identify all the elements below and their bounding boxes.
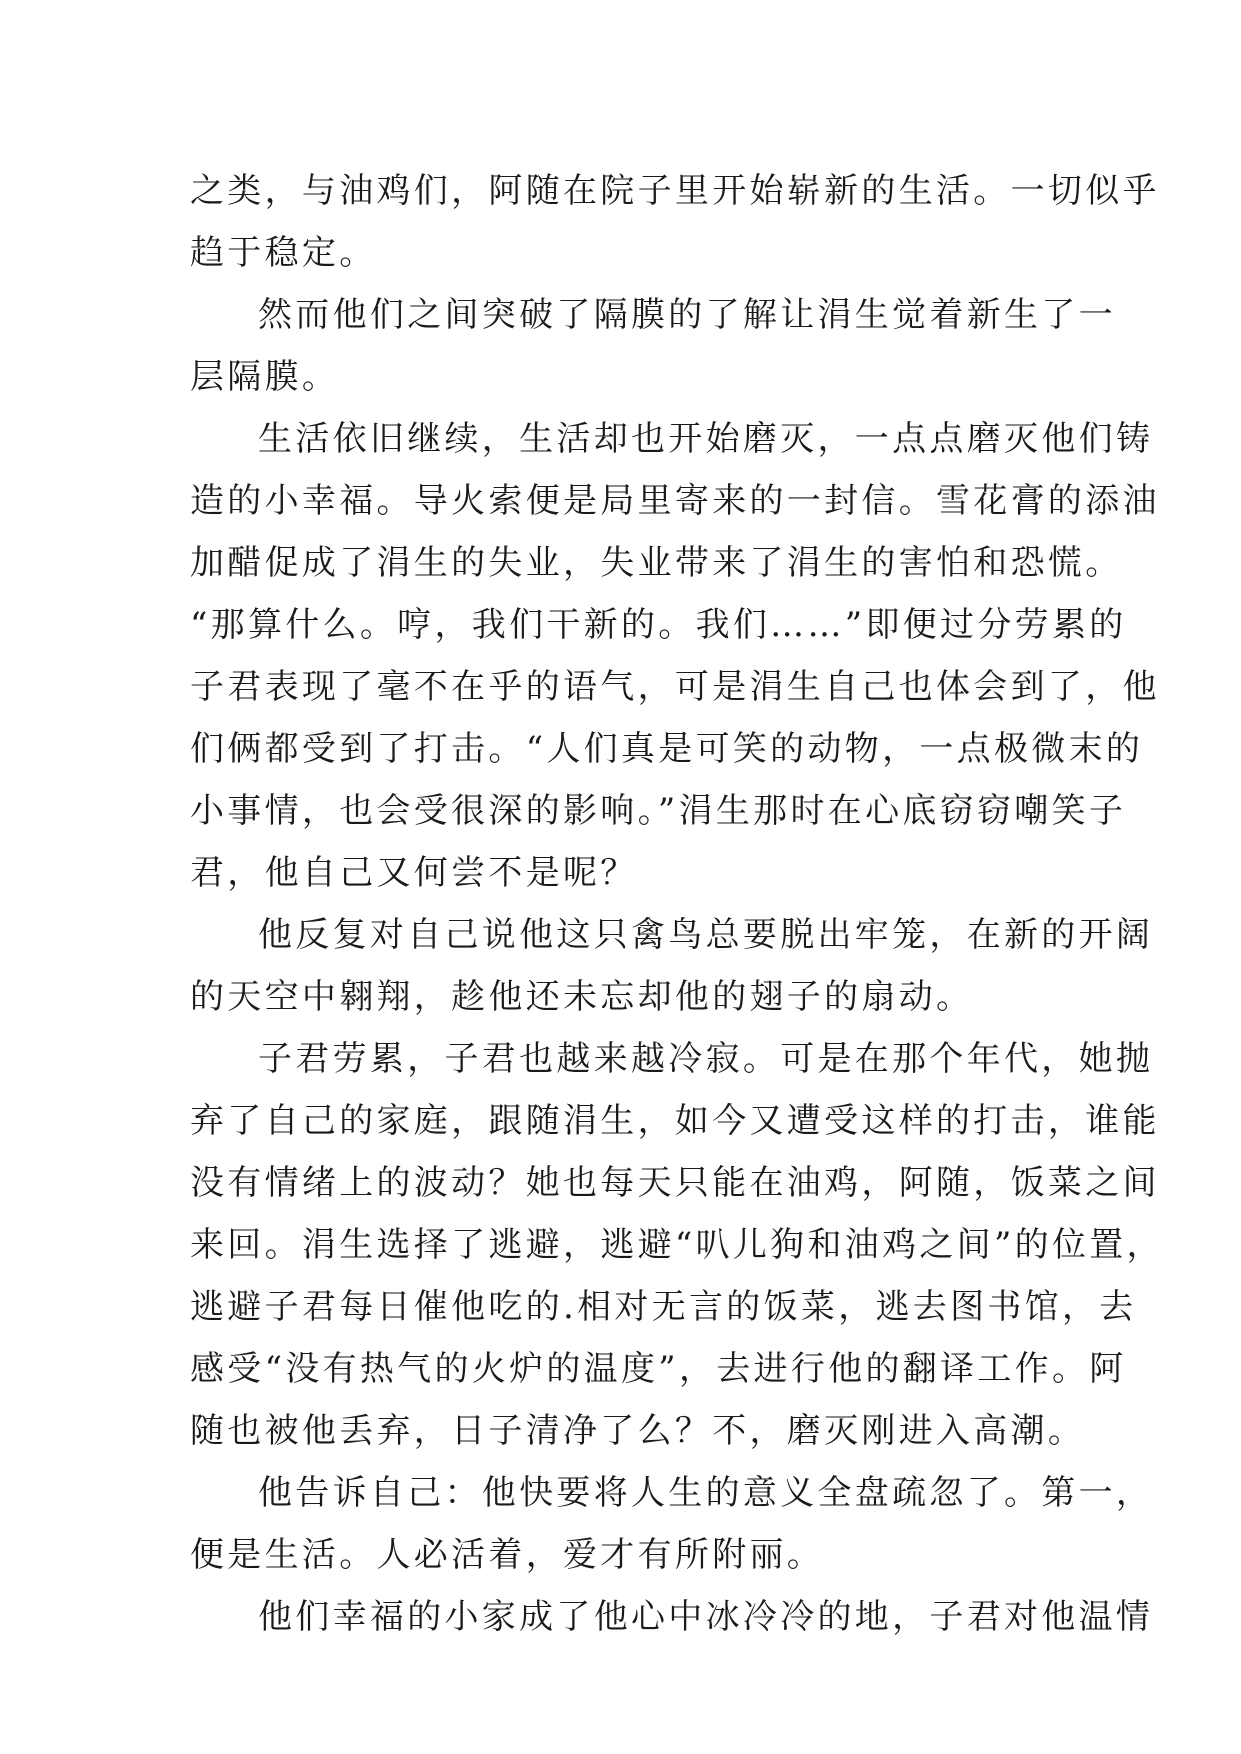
text-line: 君，他自己又何尝不是呢？ [190,853,638,893]
text-line: 他反复对自己说他这只禽鸟总要脱出牢笼，在新的开阔 [258,915,1154,955]
paragraph [190,1462,1154,1586]
text-line: 然而他们之间突破了隔膜的了解让涓生觉着新生了一 [258,295,1116,335]
text-line: 层隔膜。 [190,357,340,397]
text-line: 逃避子君每日催他吃的.相对无言的饭菜，逃去图书馆，去 [190,1287,1137,1327]
text-line: “那算什么。哼，我们干新的。我们……”即便过分劳累的 [190,605,1127,645]
text-line: 便是生活。人必活着，爱才有所附丽。 [190,1535,825,1575]
paragraph [190,160,1160,284]
text-line: 造的小幸福。导火索便是局里寄来的一封信。雪花膏的添油 [190,481,1160,521]
text-line: 随也被他丢弃，日子清净了么？不，磨灭刚进入高潮。 [190,1411,1086,1451]
text-line: 子君表现了毫不在乎的语气，可是涓生自己也体会到了，他 [190,667,1160,707]
text-line: 生活依旧继续，生活却也开始磨灭，一点点磨灭他们铸 [258,419,1154,459]
paragraph [190,904,1154,1028]
text-line: 小事情，也会受很深的影响。”涓生那时在心底窃窃嘲笑子 [190,791,1127,831]
paragraph [190,284,1116,408]
paragraph [190,1586,1154,1648]
text-line: 弃了自己的家庭，跟随涓生，如今又遭受这样的打击，谁能 [190,1101,1160,1141]
text-line: 的天空中翱翔，趁他还未忘却他的翅子的扇动。 [190,977,974,1017]
text-line: 来回。涓生选择了逃避，逃避“叭儿狗和油鸡之间”的位置， [190,1225,1164,1265]
text-line: 他们幸福的小家成了他心中冰冷冷的地，子君对他温情 [258,1597,1154,1637]
text-line: 加醋促成了涓生的失业，失业带来了涓生的害怕和恐慌。 [190,543,1123,583]
paragraph [190,408,1160,904]
paragraph [190,1028,1164,1462]
text-line: 感受“没有热气的火炉的温度”，去进行他的翻译工作。阿 [190,1349,1127,1389]
text-line: 之类，与油鸡们，阿随在院子里开始崭新的生活。一切似乎 [190,171,1160,211]
text-line: 们俩都受到了打击。“人们真是可笑的动物，一点极微末的 [190,729,1144,769]
text-line: 没有情绪上的波动？她也每天只能在油鸡，阿随，饭菜之间 [190,1163,1160,1203]
text-line: 他告诉自己：他快要将人生的意义全盘疏忽了。第一， [258,1473,1154,1513]
body-text [190,160,1164,1648]
text-line: 趋于稳定。 [190,233,377,273]
text-line: 子君劳累，子君也越来越冷寂。可是在那个年代，她抛 [258,1039,1154,1079]
